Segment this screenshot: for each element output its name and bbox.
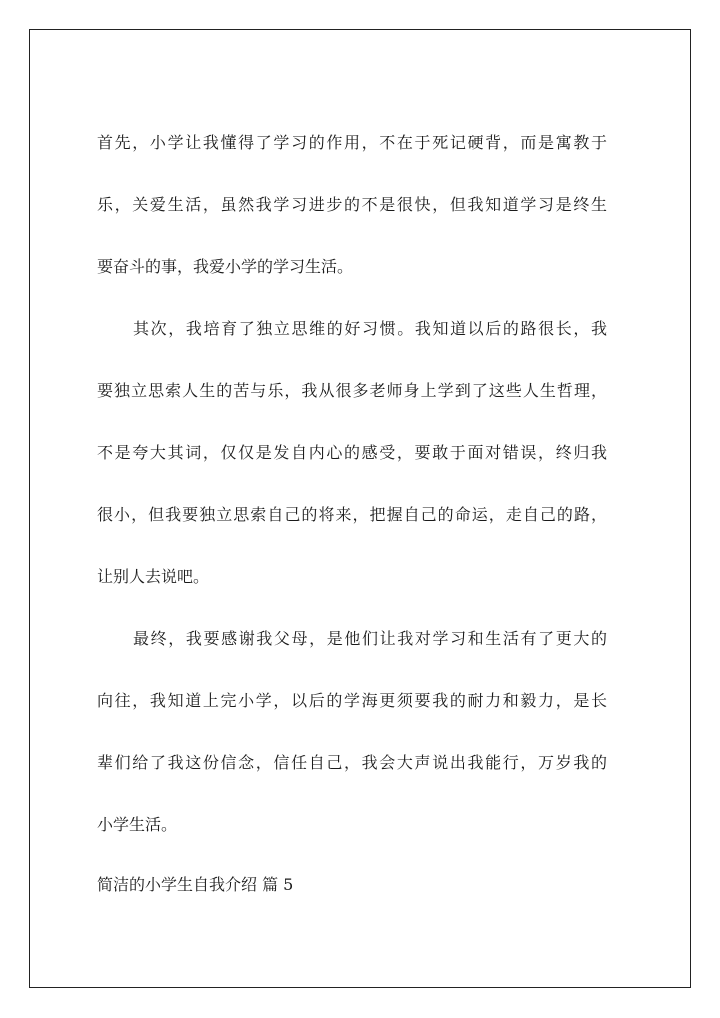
text-line: 让别人去说吧。 [97, 567, 210, 586]
text-line: 其次，我培育了独立思维的好习惯。我知道以后的路很长，我 [133, 319, 607, 338]
text-line: 很小，但我要独立思索自己的将来，把握自己的命运，走自己的路， [97, 505, 607, 524]
text-line: 小学生活。 [97, 815, 178, 834]
text-line: 最终，我要感谢我父母，是他们让我对学习和生活有了更大的 [133, 629, 607, 648]
section-heading: 简洁的小学生自我介绍 篇 5 [97, 875, 294, 894]
text-line: 要奋斗的事，我爱小学的学习生活。 [97, 257, 354, 276]
text-line: 乐，关爱生活，虽然我学习进步的不是很快，但我知道学习是终生 [97, 195, 607, 214]
text-line: 向往，我知道上完小学，以后的学海更须要我的耐力和毅力，是长 [97, 691, 607, 710]
text-line: 不是夸大其词，仅仅是发自内心的感受，要敢于面对错误，终归我 [97, 443, 607, 462]
text-line: 辈们给了我这份信念，信任自己，我会大声说出我能行，万岁我的 [97, 753, 607, 772]
text-line: 要独立思索人生的苦与乐，我从很多老师身上学到了这些人生哲理， [97, 381, 607, 400]
text-line: 首先，小学让我懂得了学习的作用，不在于死记硬背，而是寓教于 [97, 133, 607, 152]
